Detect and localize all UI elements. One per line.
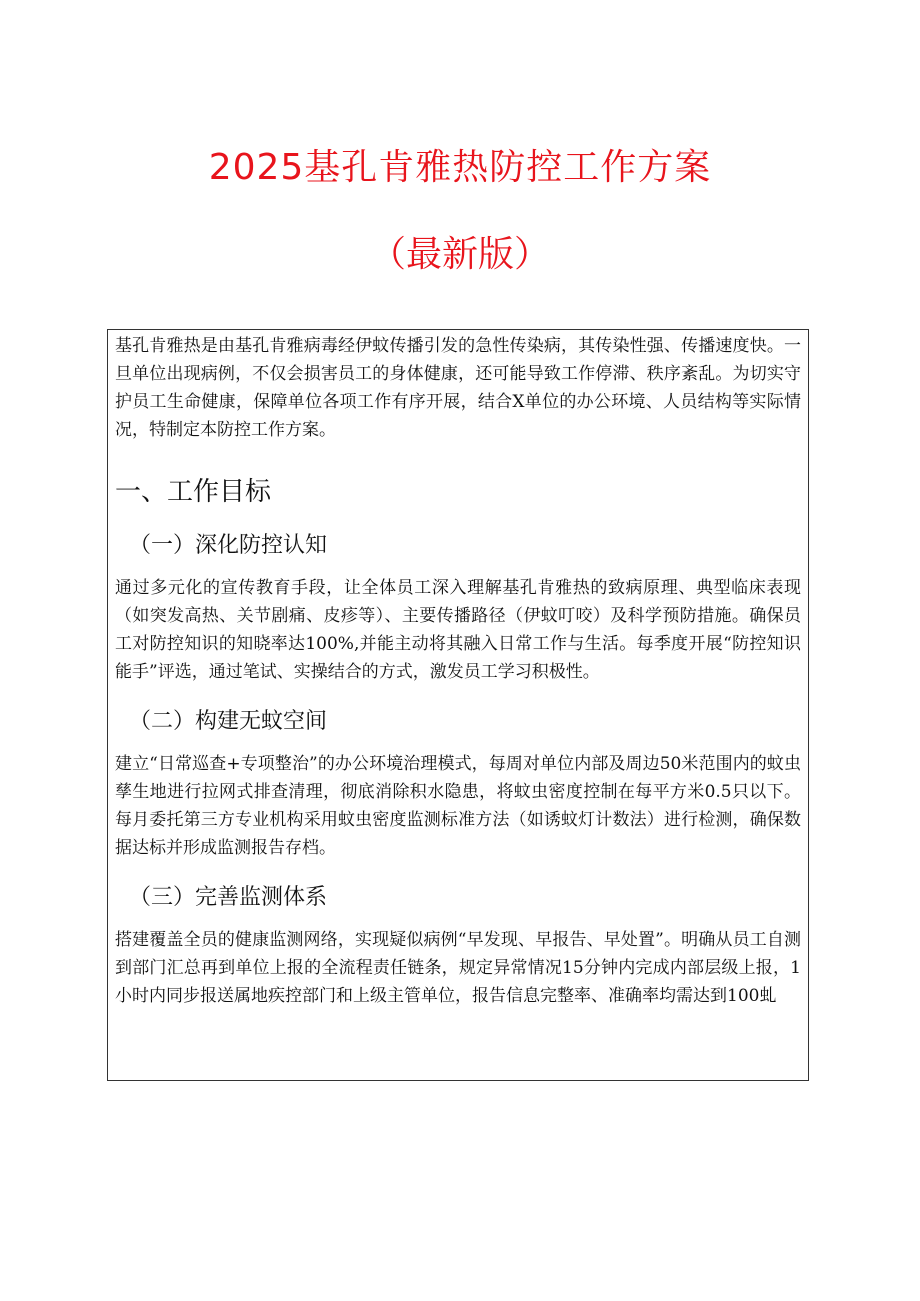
subsection-body-monitoring: 搭建覆盖全员的健康监测网络，实现疑似病例“早发现、早报告、早处置”。明确从员工自测到部门汇总再到单位上报的全流程责任链条，规定异常情况15分钟内完成内部层级上报，1小时内同步报送属地疾控部门和上级主管单位，报告信息完整率、准确率均需达到100虬 <box>115 930 801 1006</box>
subsection-body-awareness: 通过多元化的宣传教育手段，让全体员工深入理解基孔肯雅热的致病原理、典型临床表现（如突发高热、关节剧痛、皮疹等）、主要传播路径（伊蚊叮咬）及科学预防措施。确保员工对防控知识的知晓率达100%,并能主动将其融入日常工作与生活。每季度开展“防控知识能手”评选，通过笔试、实操结合的方式，激发员工学习积极性。 <box>115 578 801 682</box>
subsection-heading-mosquito-free: （二）构建无蚊空间 <box>129 709 328 734</box>
section-heading-work-goals: 一、工作目标 <box>115 477 272 507</box>
subsection-body-mosquito-free: 建立“日常巡查+专项整治”的办公环境治理模式，每周对单位内部及周边50米范围内的蚊虫孳生地进行拉网式排查清理，彻底消除积水隐患，将蚊虫密度控制在每平方米0.5只以下。每月委托第三方专业机构采用蚊虫密度监测标准方法（如诱蚊灯计数法）进行检测，确保数据达标并形成监测报告存档。 <box>115 754 801 858</box>
intro-paragraph: 基孔肯雅热是由基孔肯雅病毒经伊蚊传播引发的急性传染病，其传染性强、传播速度快。一旦单位出现病例，不仅会损害员工的身体健康，还可能导致工作停滞、秩序紊乱。为切实守护员工生命健康，保障单位各项工作有序开展，结合X单位的办公环境、人员结构等实际情况，特制定本防控工作方案。 <box>115 336 801 440</box>
document-subtitle: （最新版） <box>369 234 550 275</box>
subsection-heading-awareness: （一）深化防控认知 <box>129 533 328 558</box>
document-title: 2025基孔肯雅热防控工作方案 <box>208 147 712 188</box>
subsection-heading-monitoring: （三）完善监测体系 <box>129 885 328 910</box>
content-box <box>107 329 809 1081</box>
